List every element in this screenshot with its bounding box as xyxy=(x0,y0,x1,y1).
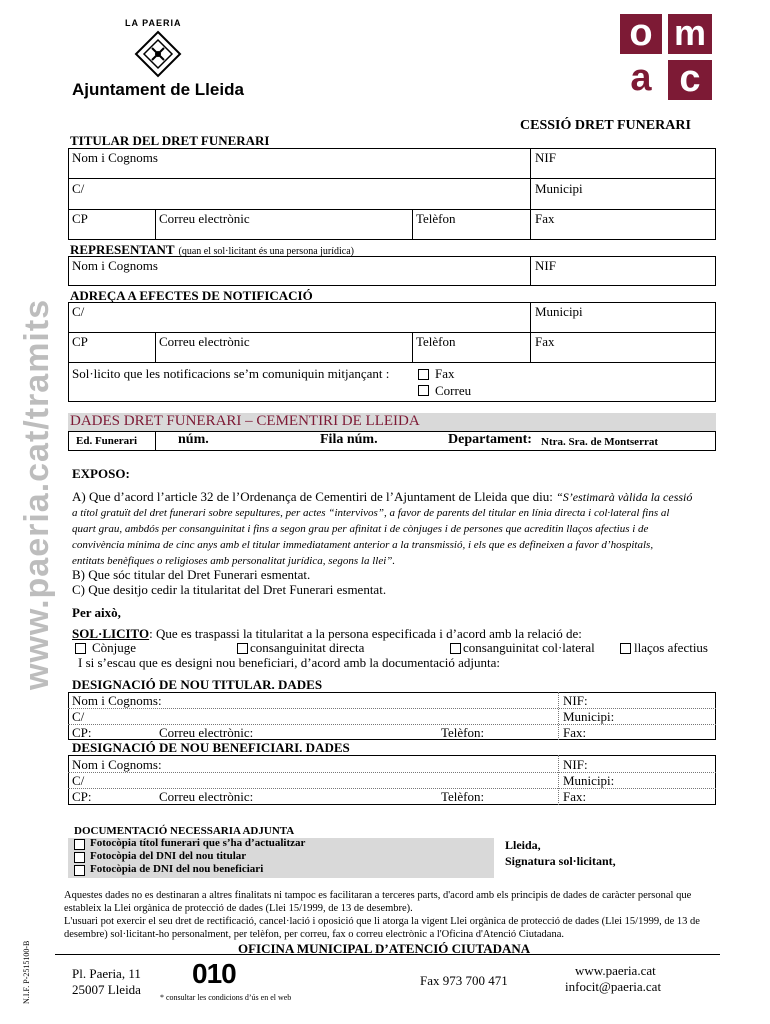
nou-beneficiari-title: DESIGNACIÓ DE NOU BENEFICIARI. DADES xyxy=(72,740,350,755)
doc-item-1: Fotocòpia títol funerari que s’ha d’actualitzar xyxy=(90,837,306,849)
la-paeria-label: LA PAERIA xyxy=(125,18,182,28)
representant-nom-field[interactable]: Nom i Cognoms xyxy=(72,258,158,273)
dades-fila-field[interactable]: Fila núm. xyxy=(320,432,378,447)
exposo-b: B) Que sóc titular del Dret Funerari esmentat. xyxy=(72,567,311,582)
exposo-a-quote-1: “S’estimarà vàlida la cessió xyxy=(556,490,693,504)
exposo-c: C) Que desitjo cedir la titularitat del Dret Funerari esmentat. xyxy=(72,582,387,597)
titular-fax-field[interactable]: Fax xyxy=(535,211,555,226)
exposo-a-intro xyxy=(72,489,692,505)
notificacio-fax-option: Fax xyxy=(435,366,455,381)
nou-beneficiari-municipi-field[interactable]: Municipi: xyxy=(563,773,615,788)
notificacio-mitja-label: Sol·licito que les notificacions se’m comuniquin mitjançant : xyxy=(72,366,390,381)
notificacio-correu-checkbox[interactable] xyxy=(418,385,429,396)
omac-letter-o: o xyxy=(620,14,662,54)
dades-departament-value: Ntra. Sra. de Montserrat xyxy=(541,436,658,448)
paeria-shield-icon xyxy=(134,30,182,78)
nou-titular-municipi-field[interactable]: Municipi: xyxy=(563,709,615,724)
omac-logo xyxy=(620,14,712,100)
dades-title: DADES DRET FUNERARI – CEMENTIRI DE LLEIDA xyxy=(70,413,420,429)
nou-titular-nom-field[interactable]: Nom i Cognoms: xyxy=(72,693,162,708)
footer-conditions: * consultar les condicions d’ús en el web xyxy=(160,993,292,1002)
side-url: www.paeria.cat/tramits xyxy=(18,298,56,690)
nou-beneficiari-nom-field[interactable]: Nom i Cognoms: xyxy=(72,757,162,772)
notificacio-fax-field[interactable]: Fax xyxy=(535,334,555,349)
representant-note: (quan el sol·licitant és una persona jurídica) xyxy=(178,246,355,257)
directa-checkbox[interactable] xyxy=(237,643,248,654)
exposo-a-quote-5: entitats benèfiques o religioses amb personalitat jurídica, segons la llei”. xyxy=(72,555,396,567)
office-title: OFICINA MUNICIPAL D’ATENCIÓ CIUTADANA xyxy=(238,941,531,956)
notificacio-fax-checkbox[interactable] xyxy=(418,369,429,380)
notificacio-cp-field[interactable]: CP xyxy=(72,334,88,349)
nou-beneficiari-cp-field[interactable]: CP: xyxy=(72,789,92,804)
omac-letter-a: a xyxy=(630,57,652,99)
colateral-label: consanguinitat col·lateral xyxy=(463,640,595,655)
notificacio-municipi-field[interactable]: Municipi xyxy=(535,304,583,319)
conjuge-checkbox[interactable] xyxy=(75,643,86,654)
nou-beneficiari-fax-field[interactable]: Fax: xyxy=(563,789,587,804)
dades-departament-label: Departament: xyxy=(448,432,532,447)
titular-title: TITULAR DEL DRET FUNERARI xyxy=(70,133,270,148)
representant-title: REPRESENTANT xyxy=(70,242,175,257)
llacos-checkbox[interactable] xyxy=(620,643,631,654)
solicito-title: SOL·LICITO xyxy=(72,626,150,641)
titular-cp-field[interactable]: CP xyxy=(72,211,88,226)
beneficiari-note: I si s’escau que es designi nou beneficiari, d’acord amb la documentació adjunta: xyxy=(78,655,500,670)
exposo-title: EXPOSO: xyxy=(72,466,130,481)
dades-num-field[interactable]: núm. xyxy=(178,432,209,447)
nou-titular-telefon-field[interactable]: Telèfon: xyxy=(441,725,485,740)
nou-titular-title: DESIGNACIÓ DE NOU TITULAR. DADES xyxy=(72,677,323,692)
per-aixo: Per això, xyxy=(72,605,121,620)
titular-nom-field[interactable]: Nom i Cognoms xyxy=(72,150,158,165)
llacos-label: llaços afectius xyxy=(634,640,708,655)
nou-beneficiari-correu-field[interactable]: Correu electrònic: xyxy=(159,789,254,804)
omac-letter-m: m xyxy=(668,14,712,54)
exposo-a-quote-3: quart grau, ambdós per consanguinitat i fins a segon grau per afinitat i de cònjuges i de persones que acreditin llaços afectius i de xyxy=(72,523,649,535)
footer-fax: Fax 973 700 471 xyxy=(420,973,508,988)
exposo-a-quote-4: convivència mínima de cinc anys amb el titular immediatament anterior a la transmissió, i els que es defineixen a favor d’hospitals, xyxy=(72,539,654,551)
nou-titular-correu-field[interactable]: Correu electrònic: xyxy=(159,725,254,740)
exposo-a-intro-text: A) Que d’acord l’article 32 de l’Ordenança de Cementiri de l’Ajuntament de Lleida que diu: xyxy=(72,489,553,504)
footer-address-1: Pl. Paeria, 11 xyxy=(72,966,141,981)
doc-item-3-checkbox[interactable] xyxy=(74,865,85,876)
omac-letter-c: c xyxy=(668,60,712,100)
conjuge-label: Cònjuge xyxy=(92,640,137,655)
notificacio-correu-option: Correu xyxy=(435,383,472,398)
logo-010: 010 xyxy=(192,958,236,989)
representant-nif-field[interactable]: NIF xyxy=(535,258,556,273)
exposo-a-quote-2: a títol gratuït del dret funerari sobre sepultures, per actes “intervivos”, a favor de parents del titular en línia directa i col·lateral fins al xyxy=(72,507,670,519)
notificacio-correu-field[interactable]: Correu electrònic xyxy=(159,334,250,349)
doc-item-2: Fotocòpia del DNI del nou titular xyxy=(90,850,247,862)
notificacio-telefon-field[interactable]: Telèfon xyxy=(416,334,456,349)
titular-municipi-field[interactable]: Municipi xyxy=(535,181,583,196)
colateral-checkbox[interactable] xyxy=(450,643,461,654)
representant-box xyxy=(68,256,716,286)
legal-text-2: L'usuari pot exercir el seu dret de rectificació, cancel·lació i oposició que li atorga la vigent Llei orgànica de protecció de dades (Llei 15/1999, de 13 de desembre) sol·licitant-ho personalment, per telèfon, per correu, fax o correu electrònic a l'Oficina d'Atenció Ciutadana. xyxy=(64,916,700,940)
ajuntament-title: Ajuntament de Lleida xyxy=(72,80,244,99)
signatura-label: Signatura sol·licitant, xyxy=(505,854,616,868)
titular-correu-field[interactable]: Correu electrònic xyxy=(159,211,250,226)
footer-email-link[interactable]: infocit@paeria.cat xyxy=(565,979,662,994)
doc-item-1-checkbox[interactable] xyxy=(74,839,85,850)
titular-telefon-field[interactable]: Telèfon xyxy=(416,211,456,226)
nou-titular-cp-field[interactable]: CP: xyxy=(72,725,92,740)
nou-beneficiari-adreca-field[interactable]: C/ xyxy=(72,773,85,788)
titular-adreca-field[interactable]: C/ xyxy=(72,181,85,196)
doc-item-2-checkbox[interactable] xyxy=(74,852,85,863)
notificacio-box xyxy=(68,302,716,402)
documentacio-title: DOCUMENTACIÓ NECESSARIA ADJUNTA xyxy=(74,825,295,837)
notificacio-title: ADREÇA A EFECTES DE NOTIFICACIÓ xyxy=(70,288,313,303)
notificacio-adreca-field[interactable]: C/ xyxy=(72,304,85,319)
dades-ed-funerari: Ed. Funerari xyxy=(76,435,138,447)
footer-address-2: 25007 Lleida xyxy=(72,982,141,997)
directa-label: consanguinitat directa xyxy=(250,640,365,655)
document-title: CESSIÓ DRET FUNERARI xyxy=(520,118,691,133)
nou-titular-fax-field[interactable]: Fax: xyxy=(563,725,587,740)
nou-titular-adreca-field[interactable]: C/ xyxy=(72,709,85,724)
nou-beneficiari-telefon-field[interactable]: Telèfon: xyxy=(441,789,485,804)
titular-nif-field[interactable]: NIF xyxy=(535,150,556,165)
legal-text-1: Aquestes dades no es destinaran a altres finalitats ni tampoc es facilitaran a terceres parts, d'acord amb els principis de dades de caràcter personal que estableix la Llei orgànica de protecció de dades (Llei 15/1999, de 13 de desembre). xyxy=(64,890,692,914)
solicito-text: : Que es traspassi la titularitat a la persona especificada i d’acord amb la relació de: xyxy=(149,626,582,641)
nif-side-label: N.I.F. P-2515100-B xyxy=(22,940,31,1004)
lleida-label: Lleida, xyxy=(505,838,541,852)
doc-item-3: Fotocòpia de DNI del nou beneficiari xyxy=(90,863,264,875)
footer-web-link[interactable]: www.paeria.cat xyxy=(575,963,656,978)
nou-titular-nif-field[interactable]: NIF: xyxy=(563,693,588,708)
nou-beneficiari-nif-field[interactable]: NIF: xyxy=(563,757,588,772)
